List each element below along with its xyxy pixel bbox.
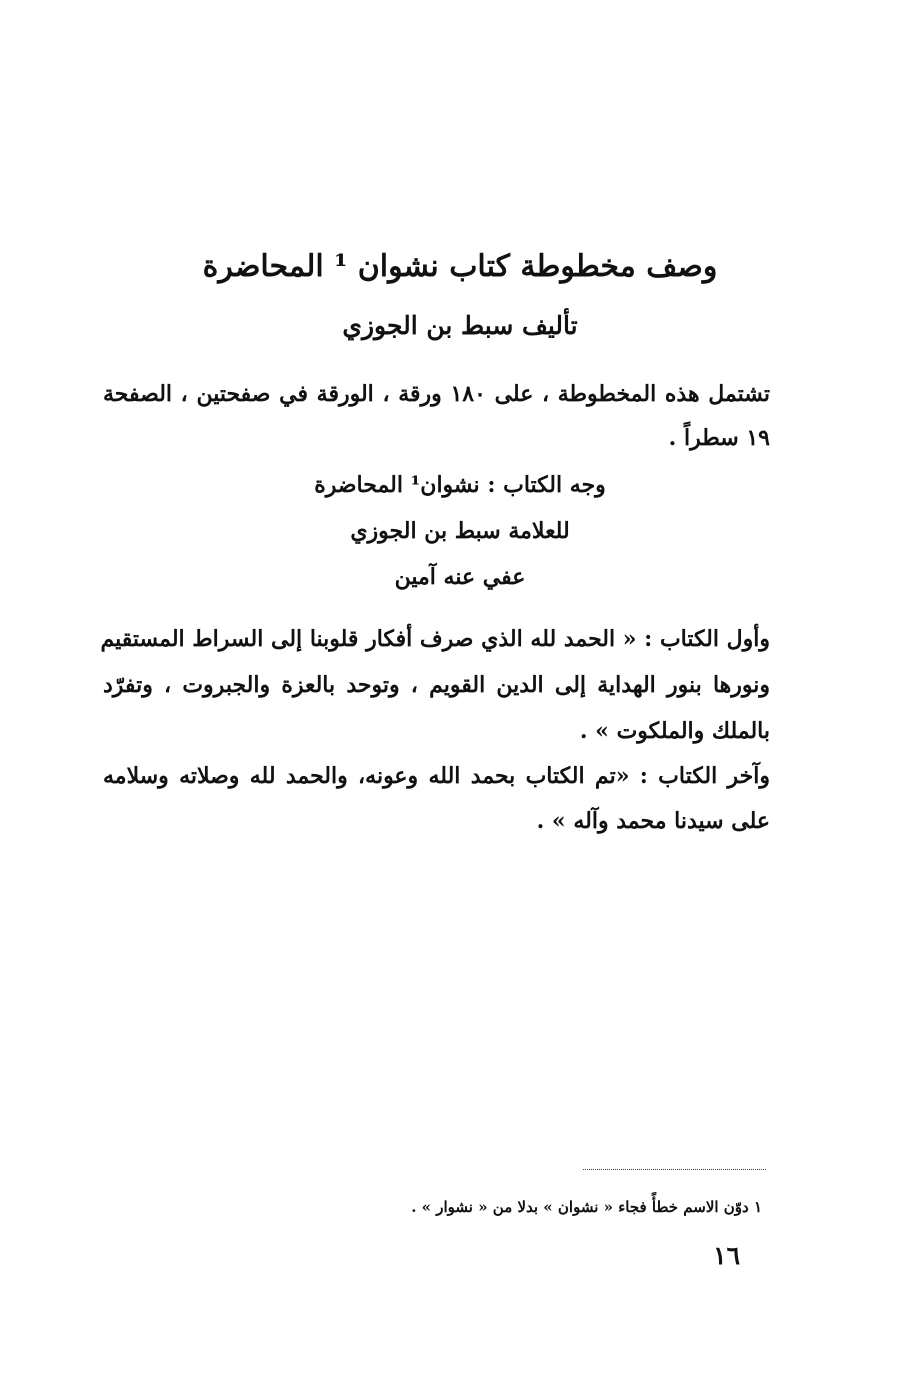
- cover-line-1: وجه الكتاب : نشوان¹ المحاضرة: [314, 472, 606, 498]
- ending-line-2: على سيدنا محمد وآله » .: [536, 808, 770, 834]
- description-line-2: ١٩ سطراً .: [668, 425, 770, 451]
- page-number: ١٦: [713, 1241, 740, 1270]
- footnote: ١ دوّن الاسم خطأً فجاء « نشوان » بدلا من « نشوار » .: [411, 1198, 762, 1216]
- opening-line-3: بالملك والملكوت » .: [579, 718, 770, 744]
- author-line: تأليف سبط بن الجوزي: [342, 311, 578, 340]
- cover-line-2: للعلامة سبط بن الجوزي: [350, 518, 570, 544]
- opening-line-1: وأول الكتاب : « الحمد لله الذي صرف أفكار قلوبنا إلى السراط المستقيم: [100, 626, 770, 652]
- description-line-1: تشتمل هذه المخطوطة ، على ١٨٠ ورقة ، الورقة في صفحتين ، الصفحة: [103, 381, 770, 407]
- opening-line-2: ونورها بنور الهداية إلى الدين القويم ، وتوحد بالعزة والجبروت ، وتفرّد: [103, 672, 770, 698]
- ending-line-1: وآخر الكتاب : «تم الكتاب بحمد الله وعونه، والحمد لله وصلاته وسلامه: [103, 763, 770, 789]
- page-title: وصف مخطوطة كتاب نشوان ¹ المحاضرة: [202, 249, 718, 284]
- footnote-divider: [583, 1169, 766, 1170]
- cover-line-3: عفي عنه آمين: [394, 564, 526, 590]
